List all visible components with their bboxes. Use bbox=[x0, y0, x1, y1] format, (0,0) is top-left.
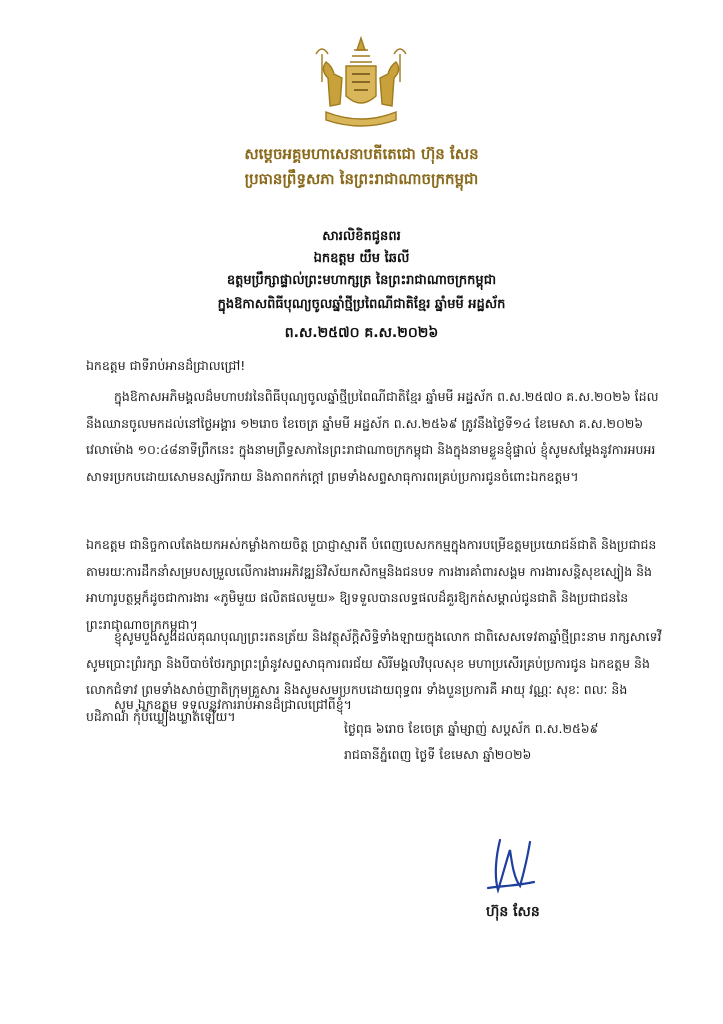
signer-name: ហ៊ុន សែន bbox=[486, 904, 540, 920]
recipient-name: ឯកឧត្តម យឹម ឆៃលី bbox=[313, 251, 410, 266]
handwritten-signature bbox=[470, 832, 550, 902]
occasion-year: ព.ស.២៥៧០ គ.ស.២០២៦ bbox=[284, 325, 439, 341]
paragraph-3: ខ្ញុំសូមបួងសួងដល់គុណបុណ្យព្រះរតនត្រ័យ និងវត្ថុស័ក្តិសិទ្ធិទាំងឡាយក្នុងលោក ជាពិសេសទេវតាឆ្នាំថ្មីព្រះនាម រាក្សសាទេវី សូមប្រោះព្រំរក្សា និងបីបាច់ថែរក្សាព្រះព្រំនូវសព្ទសាធុការពរជ័យ សិរីមង្គលវិបុលសុខ មហាប្រសើរគ្រប់ប្រការជូន ឯកឧត្តម និងលោកជំទាវ ព្រមទាំងសាច់ញាតិក្រុមគ្រួសារ និងសូមសមប្រកបដោយពុទ្ធពរ ទាំងបួនប្រការគឺ អាយុ វណ្ណៈ សុខៈ ពលៈ និងបដិភាណ កុំបីឃ្លៀងឃ្លាតឡើយ។ bbox=[86, 629, 662, 724]
closing-date-solar: រាជធានីភ្នំពេញ ថ្ងៃទី ខែមេសា ឆ្នាំ២០២៦ bbox=[344, 747, 532, 762]
letter-type-heading: សារលិខិតជូនពរ bbox=[322, 229, 401, 244]
sender-title: ប្រធានព្រឹទ្ធសភា នៃព្រះរាជាណាចក្រកម្ពុជា bbox=[244, 170, 479, 188]
sender-name: សម្តេចអគ្គមហាសេនាបតីតេជោ ហ៊ុន សែន bbox=[244, 145, 479, 163]
royal-coat-of-arms-icon bbox=[302, 34, 420, 134]
closing-date-lunar: ថ្ងៃពុធ ៦រោច ខែចេត្រ ឆ្នាំម្សាញ់ សប្តស័ក ព.ស.២៥៦៩ bbox=[344, 721, 599, 736]
paragraph-1: ក្នុងឱកាសអភិមង្គលដ៏មហាបវរនៃពិធីបុណ្យចូលឆ្នាំថ្មីប្រពៃណីជាតិខ្មែរ ឆ្នាំមមី អដ្ឋស័ក ព.ស.២៥៧០ គ.ស.២០២៦ ដែលនឹងឈានចូលមកដល់នៅថ្ងៃអង្គារ ១២រោច ខែចេត្រ ឆ្នាំមមី អដ្ឋស័ក ព.ស.២៥៦៩ ត្រូវនឹងថ្ងៃទី១៤ ខែមេសា គ.ស.២០២៦ វេលាម៉ោង ១០:៤៨នាទីព្រឹកនេះ ក្នុងនាមព្រឹទ្ធសភានៃព្រះរាជាណាចក្រកម្ពុជា និងក្នុងនាមខ្លួនខ្ញុំផ្ទាល់ ខ្ញុំសូមសម្តែងនូវការអបអរសាទរប្រកបដោយសោមនស្សរីករាយ និងភាពកក់ក្តៅ ព្រមទាំងសព្ទសាធុការពរគ្រប់ប្រការជូនចំពោះឯកឧត្តម។ bbox=[86, 389, 659, 484]
salutation: ឯកឧត្តម ជាទីរាប់អានដ៏ជ្រាលជ្រៅ! bbox=[86, 358, 246, 373]
occasion-line: ក្នុងឱកាសពិធីបុណ្យចូលឆ្នាំថ្មីប្រពៃណីជាតិខ្មែរ ឆ្នាំមមី អដ្ឋស័ក bbox=[217, 297, 506, 312]
recipient-title: ឧត្តមប្រឹក្សាផ្ទាល់ព្រះមហាក្សត្រ នៃព្រះរាជាណាចក្រកម្ពុជា bbox=[226, 273, 497, 288]
paragraph-2: ឯកឧត្តម ជានិច្ចកាលតែងយកអស់កម្លាំងកាយចិត្ត ប្រាជ្ញាស្មារតី បំពេញបេសកកម្មក្នុងការបម្រើឧត្តមប្រយោជន៍ជាតិ និងប្រជាជន តាមរយៈការដឹកនាំសម្របសម្រួលលើការងារអភិវឌ្ឍន៍វិស័យកសិកម្មនិងជនបទ ការងារគាំពារសង្គម ការងារសន្តិសុខស្បៀង និងអាហារូបត្ថម្ភក៏ដូចជាការងារ «ភូមិមួយ ផលិតផលមួយ» ឱ្យទទួលបានលទ្ធផលដ៏គួរឱ្យកត់សម្គាល់ជូនជាតិ និងប្រជាជននៃព្រះរាជាណាចក្រកម្ពុជា។ bbox=[86, 537, 657, 632]
paragraph-4: សូម ឯកឧត្តម ទទួលនូវការរាប់អានដ៏ជ្រាលជ្រៅពីខ្ញុំ។ bbox=[114, 697, 352, 712]
